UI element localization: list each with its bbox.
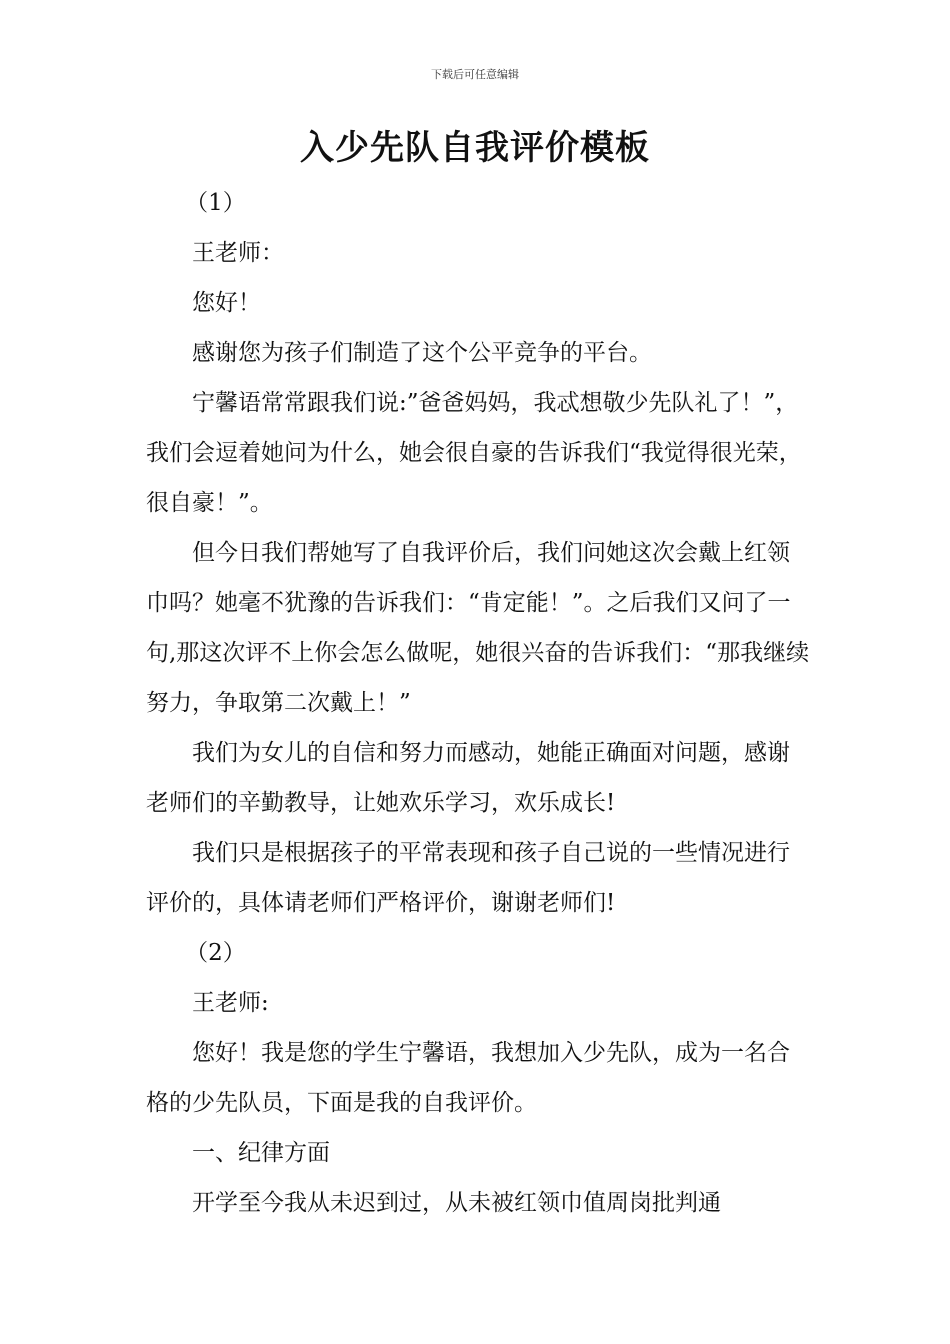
- paragraph: 感谢您为孩子们制造了这个公平竞争的平台。: [192, 340, 652, 366]
- section-marker: （1）: [185, 190, 246, 216]
- section-heading: 一、纪律方面: [192, 1140, 330, 1166]
- paragraph: 但今日我们帮她写了自我评价后，我们问她这次会戴上红领巾吗？她毫不犹豫的告诉我们：“肯定能！”。之后我们又问了一句,那这次评不上你会怎么做呢，她很兴奋的告诉我们：“那我继续努力，争取第二次戴上！”: [146, 540, 810, 716]
- paragraph: 您好！我是您的学生宁馨语，我想加入少先队，成为一名合格的少先队员，下面是我的自我评价。: [146, 1040, 790, 1116]
- header-note: 下载后可任意编辑: [431, 68, 519, 81]
- document-body: [146, 178, 811, 1228]
- section-marker: （2）: [185, 940, 246, 966]
- greeting: 您好！: [192, 290, 261, 316]
- paragraph: 宁馨语常常跟我们说:”爸爸妈妈，我忒想敬少先队礼了！”，我们会逗着她问为什么，她会很自豪的告诉我们“我觉得很光荣，很自豪！”。: [146, 390, 802, 516]
- paragraph: 我们只是根据孩子的平常表现和孩子自己说的一些情况进行评价的，具体请老师们严格评价，谢谢老师们!: [146, 840, 790, 916]
- paragraph: 开学至今我从未迟到过，从未被红领巾值周岗批判通: [192, 1190, 721, 1216]
- salutation: 王老师：: [192, 240, 284, 266]
- paragraph: 我们为女儿的自信和努力而感动，她能正确面对问题，感谢老师们的辛勤教导，让她欢乐学习，欢乐成长!: [146, 740, 790, 816]
- document-title: 入少先队自我评价模板: [300, 128, 650, 168]
- salutation: 王老师:: [192, 990, 269, 1016]
